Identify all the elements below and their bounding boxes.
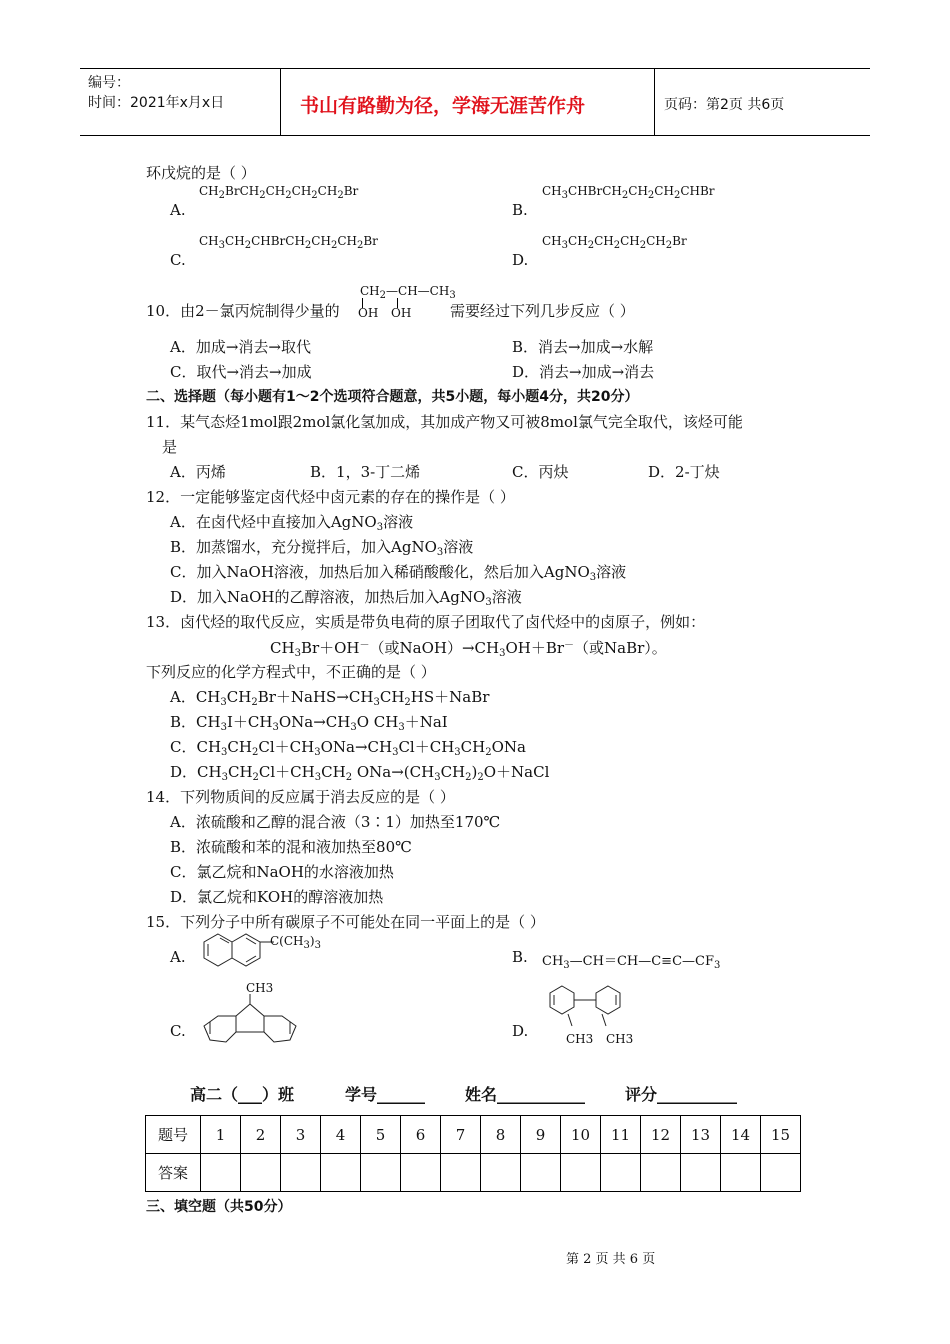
header-motto: 书山有路勤为径，学海无涯苦作舟 [300,95,586,117]
answer-cell[interactable] [361,1154,401,1192]
answer-table-number: 9 [521,1116,561,1154]
q12-option-b: B．加蒸馏水，充分搅拌后，加入AgNO$_3$溶液 [170,538,474,558]
q15-option-b-label: B. [512,948,528,966]
q9-option-a-label: A. [170,201,186,219]
answer-table-row-answers [146,1154,801,1192]
q15-option-d-methyl-2: CH3 [606,1032,634,1046]
section-2-heading: 二、选择题（每小题有1～2个选项符合题意，共5小题，每小题4分，共20分） [146,389,639,405]
q12-stem: 12．一定能够鉴定卤代烃中卤元素的存在的操作是（ ） [146,488,515,506]
q13-option-d: D．$CH_3CH_2Cl+CH_3CH_2$ $ONa\to(CH_3CH_2)_2O+NaCl$ [170,763,550,783]
answer-cell[interactable] [681,1154,721,1192]
answer-table-number-label: 题号 [146,1116,201,1154]
q10-option-d: D．消去→加成→消去 [512,363,655,381]
header-number: 编号： [88,75,130,91]
header-top-rule [80,68,870,69]
answer-table-number: 1 [201,1116,241,1154]
q10-option-a: A．加成→消去→取代 [170,338,311,356]
q11-option-d: D．2-丁炔 [648,463,720,481]
answer-table-number: 5 [361,1116,401,1154]
q12-option-c: C．加入NaOH溶液，加热后加入稀硝酸酸化，然后加入AgNO$_3$溶液 [170,563,627,583]
answer-table-number: 8 [481,1116,521,1154]
answer-score: 评分__________ [625,1085,738,1104]
q15-option-c-methyl: CH3 [246,981,274,995]
q9-option-d-formula: $CH_3CH_2CH_2CH_2CH_2Br$ [542,234,687,251]
answer-table-answer-label: 答案 [146,1154,201,1192]
answer-table-number: 3 [281,1116,321,1154]
q10-structure-top: $CH_2—CH—CH_3$ [360,284,456,301]
answer-table-number: 15 [761,1116,801,1154]
header-divider-2 [654,68,655,136]
answer-table-row-numbers [146,1116,801,1154]
q13-stem: 13．卤代烃的取代反应，实质是带负电荷的原子团取代了卤代烃中的卤原子，例如： [146,613,706,631]
q15-option-d-biphenyl [540,982,640,1032]
answer-table-number: 10 [561,1116,601,1154]
q9-option-d-label: D. [512,251,529,269]
answer-cell[interactable] [601,1154,641,1192]
answer-cell[interactable] [761,1154,801,1192]
q15-option-d-label: D. [512,1022,529,1040]
answer-table-number: 2 [241,1116,281,1154]
q11-option-b: B．1，3-丁二烯 [310,463,421,481]
section-3-heading: 三、填空题（共50分） [146,1199,292,1215]
q10-option-b: B．消去→加成→水解 [512,338,654,356]
answer-table [145,1115,801,1192]
q15-option-c-label: C. [170,1022,186,1040]
header-time: 时间：2021年x月x日 [88,95,225,111]
answer-table-number: 4 [321,1116,361,1154]
q10-stem-pre: 10．由2－氯丙烷制得少量的 [146,302,340,320]
q10-oh-2: OH [391,306,412,320]
q11-option-a: A．丙烯 [170,463,226,481]
q9-option-c-label: C. [170,251,186,269]
q13-option-b: B．$CH_3I+CH_3ONa\to CH_3O$ $CH_3+NaI$ [170,713,448,733]
q10-option-c: C．取代→消去→加成 [170,363,312,381]
q12-option-d: D．加入NaOH的乙醇溶液，加热后加入AgNO$_3$溶液 [170,588,522,608]
q12-option-a: A．在卤代烃中直接加入AgNO$_3$溶液 [170,513,414,533]
q9-option-b-label: B. [512,201,528,219]
answer-cell[interactable] [561,1154,601,1192]
q9-stem: 环戊烷的是（ ） [146,164,256,182]
q9-option-b-formula: $CH_3CHBrCH_2CH_2CH_2CHBr$ [542,184,715,201]
q14-option-a: A．浓硫酸和乙醇的混合液（3∶1）加热至170℃ [170,813,501,831]
q10-oh-1: OH [358,306,379,320]
q15-option-d-methyl-1: CH3 [566,1032,594,1046]
q9-option-a-formula: $CH_2BrCH_2CH_2CH_2CH_2Br$ [199,184,359,201]
q11-stem-1: 11．某气态烃1mol跟2mol氯化氢加成，其加成产物又可被8mol氯气完全取代，该烃可能 [146,413,743,431]
q11-stem-2: 是 [162,438,178,456]
header-bottom-rule [80,135,870,136]
answer-cell[interactable] [241,1154,281,1192]
header-page-info: 页码：第2页 共6页 [664,97,785,113]
answer-cell[interactable] [721,1154,761,1192]
q13-example: $CH_3Br+OH^-$（或$NaOH)\to CH_3OH+Br^-$（或NaBr）。 [270,639,667,659]
answer-table-number: 13 [681,1116,721,1154]
q15-option-a-substituent: $C(CH_3)_3$ [270,934,321,951]
answer-cell[interactable] [481,1154,521,1192]
answer-cell[interactable] [641,1154,681,1192]
page-footer: 第 2 页 共 6 页 [566,1252,656,1267]
q15-option-a-label: A. [170,948,186,966]
answer-cell[interactable] [321,1154,361,1192]
q14-stem: 14．下列物质间的反应属于消去反应的是（ ） [146,788,455,806]
answer-table-number: 11 [601,1116,641,1154]
answer-student-id: 学号______ [345,1085,426,1104]
q13-option-a: A．$CH_3CH_2Br+NaHS\to CH_3CH_2HS+NaBr$ [170,688,490,708]
q15-option-b-formula: $CH_3—CH=CH—C\equiv C—CF_3$ [542,954,721,971]
q15-stem: 15．下列分子中所有碳原子不可能处在同一平面上的是（ ） [146,913,545,931]
q14-option-d: D．氯乙烷和KOH的醇溶液加热 [170,888,384,906]
answer-cell[interactable] [521,1154,561,1192]
q11-option-c: C．丙炔 [512,463,569,481]
q13-option-c: C．$CH_3CH_2Cl+CH_3ONa\to CH_3Cl+CH_3CH_2ONa$ [170,738,526,758]
answer-table-number: 12 [641,1116,681,1154]
answer-cell[interactable] [281,1154,321,1192]
q13-stem-2: 下列反应的化学方程式中，不正确的是（ ） [146,663,436,681]
answer-name: 姓名___________ [465,1085,586,1104]
header-divider-1 [280,68,281,136]
answer-table-number: 6 [401,1116,441,1154]
answer-table-number: 14 [721,1116,761,1154]
answer-cell[interactable] [401,1154,441,1192]
q14-option-c: C．氯乙烷和NaOH的水溶液加热 [170,863,394,881]
answer-cell[interactable] [201,1154,241,1192]
answer-class: 高二（___）班 [190,1085,295,1104]
q14-option-b: B．浓硫酸和苯的混和液加热至80℃ [170,838,412,856]
q9-option-c-formula: $CH_3CH_2CHBrCH_2CH_2CH_2Br$ [199,234,378,251]
answer-table-number: 7 [441,1116,481,1154]
q10-stem-post: 需要经过下列几步反应（ ） [450,302,635,320]
answer-cell[interactable] [441,1154,481,1192]
